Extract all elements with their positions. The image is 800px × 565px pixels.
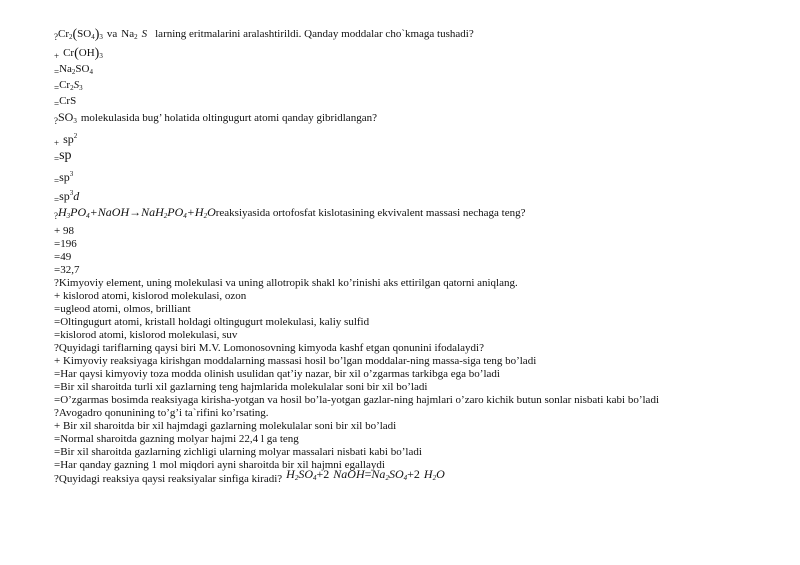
- answer-line: + 98: [54, 225, 74, 237]
- answer-line: + Bir xil sharoitda bir xil hajmdagi gazlarning molekulalar soni bir xil bo’ladi: [54, 420, 397, 432]
- formula-sp3: $sp^3$: [59, 170, 74, 184]
- answer-line: + $sp^2$: [54, 132, 78, 148]
- answer-line: + $Cr(OH)_3$: [54, 46, 103, 61]
- joiner-text: va: [106, 28, 118, 40]
- question-marker: ?: [54, 32, 58, 42]
- answer-line: =CrS: [54, 95, 77, 109]
- answer-line: =ugleod atomi, olmos, brilliant: [54, 303, 191, 315]
- answer-line: $=Na_2SO_4$: [54, 63, 93, 77]
- question-2: [54, 111, 774, 130]
- formula-cr2so43: $Cr_2(SO_4)_3$: [58, 27, 103, 42]
- formula-crs: CrS: [59, 95, 77, 107]
- formula-cr2s3: $Cr_2S_3$: [59, 79, 83, 92]
- formula-na2s: $Na_2$ S: [121, 28, 148, 41]
- question-text: molekulasida bug’ holatida oltingugurt atomi qanday gibridlangan?: [80, 112, 377, 124]
- answer-line: =32,7: [54, 264, 80, 276]
- answer-line: =49: [54, 251, 72, 263]
- answer-line: =Bir xil sharoitda gazlarning zichligi ularning molyar massalari nisbati kabi bo’ladi: [54, 446, 422, 458]
- question-7: [54, 467, 774, 491]
- answer-line: =196: [54, 238, 77, 250]
- formula-so3: $SO_3$: [58, 110, 77, 125]
- question-5: ?Quyidagi tariflarning qaysi biri M.V. Lomonosovning kimyoda kashf etgan qonunini ifodalaydi?: [54, 342, 484, 354]
- formula-croh3: $Cr(OH)_3$: [63, 46, 103, 61]
- answer-line: =sp: [54, 148, 72, 164]
- answer-line: + kislorod atomi, kislorod molekulasi, ozon: [54, 290, 247, 302]
- question-text: larning eritmalarini aralashtirildi. Qanday moddalar cho`kmaga tushadi?: [155, 28, 474, 40]
- answer-line: $=sp^3$: [54, 170, 74, 186]
- formula-sp: sp: [59, 148, 72, 163]
- question-3: [54, 206, 774, 225]
- answer-line: + Kimyoviy reaksiyaga kirishgan moddalarning massasi hosil bo’lgan moddalar-ning massa-siga teng bo’ladi: [54, 355, 537, 367]
- question-4: ?Kimyoviy element, uning molekulasi va uning allotropik shakl ko’rinishi aks ettirilgan qatorni aniqlang.: [54, 277, 518, 289]
- question-marker: ?: [54, 211, 58, 221]
- answer-line: =kislorod atomi, kislorod molekulasi, suv: [54, 329, 238, 341]
- question-text: ?Quyidagi reaksiya qaysi reaksiyalar sinfiga kiradi?: [54, 473, 283, 485]
- answer-line: =O’zgarmas bosimda reaksiyaga kirisha-yotgan va hosil bo’la-yotgan gazlar-ning hajmlari o’zaro kichik butun sonlar nisbati kabi bo’ladi: [54, 394, 659, 406]
- formula-reaction-h3po4-naoh: $H_3PO_4+NaOH\to NaH_2PO_4+H_2O$: [58, 205, 216, 220]
- formula-sp3d: $sp^3d$: [59, 189, 80, 203]
- question-1: [54, 28, 774, 47]
- document-page: [54, 28, 774, 491]
- question-marker: ?: [54, 116, 58, 126]
- answer-line: =Bir xil sharoitda turli xil gazlarning teng hajmlarida molekulalar soni bir xil bo’ladi: [54, 381, 428, 393]
- formula-na2so4: $Na_2SO_4$: [59, 63, 93, 76]
- question-6: ?Avogadro qonunining to’g’i ta`rifini ko’rsating.: [54, 407, 269, 419]
- answer-line: =Har qanday gazning 1 mol miqdori ayni sharoitda bir xil hajmni egallaydi: [54, 459, 385, 471]
- question-text: reaksiyasida ortofosfat kislotasining ekvivalent massasi nechaga teng?: [215, 207, 526, 219]
- answer-line: =Normal sharoitda gazning molyar hajmi 22,4 l ga teng: [54, 433, 299, 445]
- formula-sp2: $sp^2$: [63, 132, 78, 146]
- answer-line: =Har qaysi kimyoviy toza modda olinish usulidan qat’iy nazar, bir xil o’zgarmas tarkibga ega bo’ladi: [54, 368, 500, 380]
- formula-reaction-h2so4-naoh: $H_2SO_4+2$ $NaOH=Na_2SO_4+2$ $H_2O$: [286, 467, 445, 482]
- answer-line: $=Cr_2S_3$: [54, 79, 83, 93]
- answer-line: $=sp^3d$: [54, 189, 80, 205]
- answer-line: =Oltingugurt atomi, kristall holdagi oltingugurt molekulasi, kaliy sulfid: [54, 316, 370, 328]
